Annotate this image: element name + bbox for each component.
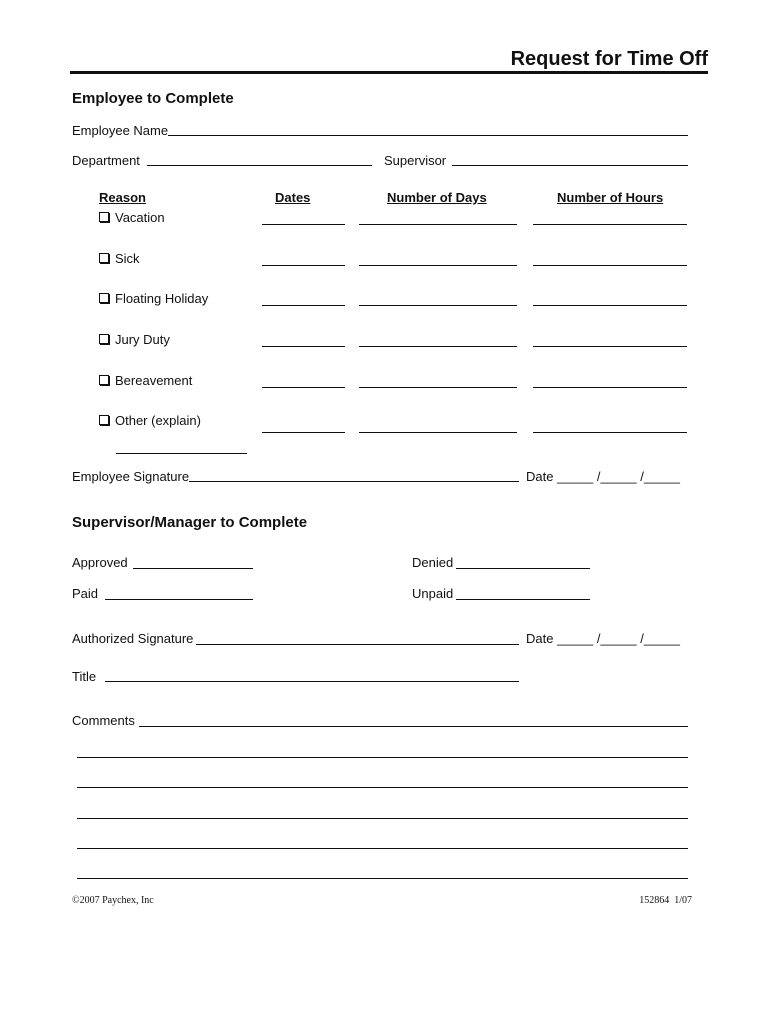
days-field[interactable] bbox=[359, 387, 517, 388]
title-field[interactable] bbox=[105, 681, 519, 682]
checkbox-icon[interactable] bbox=[99, 212, 109, 222]
authorized-signature-field[interactable] bbox=[196, 644, 519, 645]
days-field[interactable] bbox=[359, 432, 517, 433]
paid-label: Paid bbox=[72, 586, 99, 601]
supervisor-section-heading: Supervisor/Manager to Complete bbox=[72, 514, 308, 531]
employee-name-field[interactable] bbox=[168, 135, 688, 136]
footer-form-number: 152864 1/07 bbox=[639, 895, 692, 906]
checkbox-icon[interactable] bbox=[99, 334, 109, 344]
employee-section-heading: Employee to Complete bbox=[72, 90, 234, 107]
supervisor-field[interactable] bbox=[452, 165, 688, 166]
reason-bereavement[interactable] bbox=[99, 373, 192, 388]
dates-field[interactable] bbox=[262, 432, 345, 433]
column-header-days: Number of Days bbox=[387, 190, 487, 205]
checkbox-icon[interactable] bbox=[99, 293, 109, 303]
unpaid-field[interactable] bbox=[456, 599, 590, 600]
dates-field[interactable] bbox=[262, 346, 345, 347]
approved-field[interactable] bbox=[133, 568, 253, 569]
authorized-date[interactable] bbox=[526, 631, 680, 646]
reason-label: Bereavement bbox=[115, 373, 193, 388]
comments-field[interactable] bbox=[139, 726, 688, 727]
employee-signature-label: Employee Signature bbox=[72, 469, 190, 484]
reason-label: Other (explain) bbox=[115, 413, 201, 428]
title-label: Title bbox=[72, 669, 97, 684]
dates-field[interactable] bbox=[262, 224, 345, 225]
hours-field[interactable] bbox=[533, 305, 687, 306]
denied-field[interactable] bbox=[456, 568, 590, 569]
comments-label: Comments bbox=[72, 713, 135, 728]
date-field[interactable]: _____ /_____ /_____ bbox=[557, 469, 680, 484]
date-label: Date bbox=[526, 469, 554, 484]
date-label: Date bbox=[526, 631, 554, 646]
reason-label: Vacation bbox=[115, 210, 165, 225]
denied-label: Denied bbox=[412, 555, 454, 570]
days-field[interactable] bbox=[359, 224, 517, 225]
dates-field[interactable] bbox=[262, 305, 345, 306]
dates-field[interactable] bbox=[262, 265, 345, 266]
days-field[interactable] bbox=[359, 265, 517, 266]
comments-line[interactable] bbox=[77, 757, 688, 758]
comments-line[interactable] bbox=[77, 848, 688, 849]
checkbox-icon[interactable] bbox=[99, 253, 109, 263]
comments-line[interactable] bbox=[77, 878, 688, 879]
comments-line[interactable] bbox=[77, 818, 688, 819]
reason-other[interactable] bbox=[99, 413, 201, 428]
checkbox-icon[interactable] bbox=[99, 415, 109, 425]
approved-label: Approved bbox=[72, 555, 128, 570]
days-field[interactable] bbox=[359, 305, 517, 306]
hours-field[interactable] bbox=[533, 224, 687, 225]
other-explain-field[interactable] bbox=[116, 453, 247, 454]
unpaid-label: Unpaid bbox=[412, 586, 454, 601]
days-field[interactable] bbox=[359, 346, 517, 347]
column-header-dates: Dates bbox=[275, 190, 311, 205]
employee-signature-field[interactable] bbox=[189, 481, 519, 482]
dates-field[interactable] bbox=[262, 387, 345, 388]
employee-date[interactable] bbox=[526, 469, 680, 484]
column-header-reason: Reason bbox=[99, 190, 146, 205]
hours-field[interactable] bbox=[533, 346, 687, 347]
hours-field[interactable] bbox=[533, 265, 687, 266]
column-header-hours: Number of Hours bbox=[557, 190, 664, 205]
reason-vacation[interactable] bbox=[99, 210, 165, 225]
footer-copyright: ©2007 Paychex, Inc bbox=[72, 895, 154, 906]
authorized-signature-label: Authorized Signature bbox=[72, 631, 194, 646]
hours-field[interactable] bbox=[533, 387, 687, 388]
reason-sick[interactable] bbox=[99, 251, 140, 266]
reason-label: Jury Duty bbox=[115, 332, 170, 347]
checkbox-icon[interactable] bbox=[99, 375, 109, 385]
employee-name-label: Employee Name bbox=[72, 123, 169, 138]
paid-field[interactable] bbox=[105, 599, 253, 600]
reason-jury-duty[interactable] bbox=[99, 332, 170, 347]
date-field[interactable]: _____ /_____ /_____ bbox=[557, 631, 680, 646]
reason-label: Floating Holiday bbox=[115, 291, 209, 306]
page-title: Request for Time Off bbox=[510, 48, 708, 70]
supervisor-label: Supervisor bbox=[384, 153, 447, 168]
comments-line[interactable] bbox=[77, 787, 688, 788]
reason-floating-holiday[interactable] bbox=[99, 291, 208, 306]
reason-label: Sick bbox=[115, 251, 140, 266]
department-field[interactable] bbox=[147, 165, 372, 166]
hours-field[interactable] bbox=[533, 432, 687, 433]
title-rule bbox=[70, 71, 708, 74]
department-label: Department bbox=[72, 153, 140, 168]
